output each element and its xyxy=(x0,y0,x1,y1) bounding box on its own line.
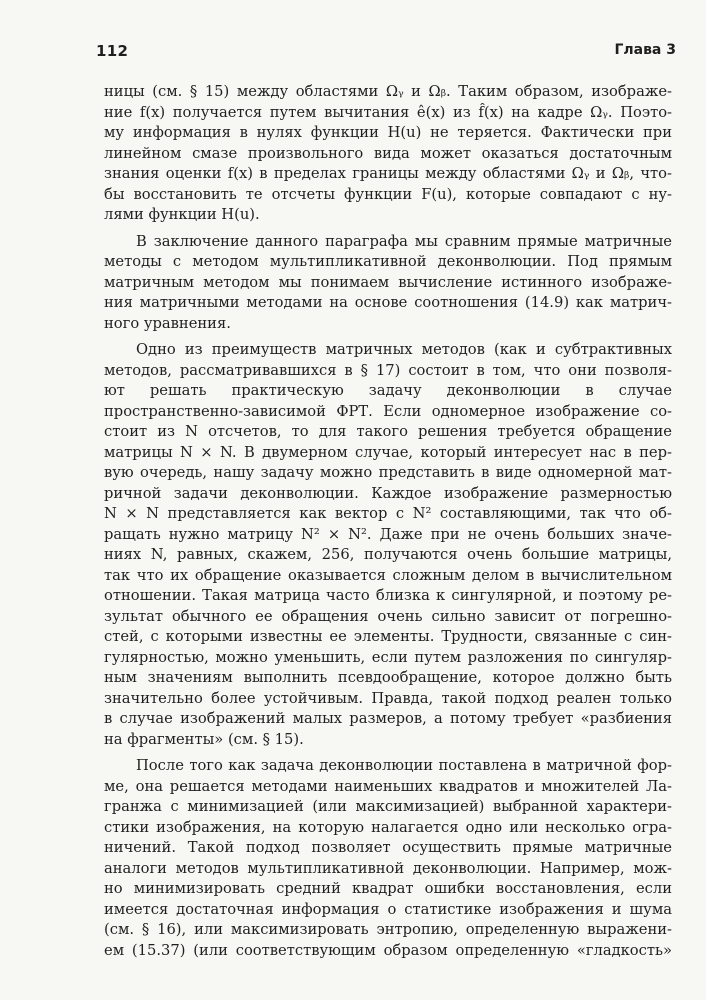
page-number: 112 xyxy=(96,42,129,60)
text-line: Одно из преимуществ матричных методов (как и субтрактивных xyxy=(136,341,672,358)
text-line: ничений. Такой подход позволяет осуществить прямые матричные xyxy=(104,839,672,856)
text-line: в случае изображений малых размеров, а потому требует «разбиения xyxy=(104,710,672,727)
text-line: ют решать практическую задачу деконволюции в случае xyxy=(104,382,672,399)
text-line: матричным методом мы понимаем вычисление истинного изображе- xyxy=(104,273,672,291)
text-line: ем (15.37) (или соответствующим образом определенную «гладкость» xyxy=(104,941,672,959)
text-line: аналоги методов мультипликативной деконволюции. Например, мож- xyxy=(104,859,672,877)
text-line: зультат обычного ее обращения очень сильно зависит от погрешно- xyxy=(104,607,672,625)
text-line: знания оценки f(x) в пределах границы между областями Ωᵧ и Ωᵦ, что- xyxy=(104,165,672,182)
text-line: так что их обращение оказывается сложным делом в вычислительном xyxy=(104,566,672,584)
text-line: N × N представляется как вектор с N² составляющими, так что об- xyxy=(104,505,672,522)
paragraph-3 xyxy=(104,340,672,750)
text-line: но минимизировать средний квадрат ошибки восстановления, если xyxy=(104,880,672,897)
text-line: ричной задачи деконволюции. Каждое изображение размерностью xyxy=(104,484,672,502)
text-line: ращать нужно матрицу N² × N². Даже при не очень больших значе- xyxy=(104,525,672,543)
paragraph-1 xyxy=(104,82,672,226)
text-line: отношении. Такая матрица часто близка к сингулярной, и поэтому ре- xyxy=(104,587,672,604)
paragraph-2 xyxy=(104,232,672,335)
text-line: ницы (см. § 15) между областями Ωᵧ и Ωᵦ. Таким образом, изображе- xyxy=(104,83,672,100)
text-line: бы восстановить те отсчеты функции F(u), которые совпадают с ну- xyxy=(104,185,672,203)
text-line: ного уравнения. xyxy=(104,314,231,332)
text-line: пространственно-зависимой ФРТ. Если одномерное изображение со- xyxy=(104,402,672,420)
text-line: значительно более устойчивым. Правда, такой подход реален только xyxy=(104,689,672,707)
text-line: гранжа с минимизацией (или максимизацией) выбранной характери- xyxy=(104,798,672,815)
text-line: После того как задача деконволюции поставлена в матричной фор- xyxy=(136,757,672,774)
text-line: методов, рассматривавшихся в § 17) состоит в том, что они позволя- xyxy=(104,361,672,379)
paragraph-4 xyxy=(104,756,672,961)
text-line: стоит из N отсчетов, то для такого решения требуется обращение xyxy=(104,423,672,440)
chapter-running-head: Глава 3 xyxy=(614,42,676,58)
text-line: вую очередь, нашу задачу можно представить в виде одномерной мат- xyxy=(104,464,672,481)
text-line: В заключение данного параграфа мы сравним прямые матричные xyxy=(136,232,672,250)
text-line: му информация в нулях функции H(u) не теряется. Фактически при xyxy=(104,124,672,141)
text-line: стей, с которыми известны ее элементы. Трудности, связанные с син- xyxy=(104,628,672,645)
page-header xyxy=(96,42,676,66)
text-line: матрицы N × N. В двумерном случае, который интересует нас в пер- xyxy=(104,443,672,461)
text-line: ние f(x) получается путем вычитания ê(x) из f̂(x) на кадре Ωᵧ. Поэто- xyxy=(104,103,672,121)
text-line: стики изображения, на которую налагается одно или несколько огра- xyxy=(104,818,672,836)
text-line: линейном смазе произвольного вида может оказаться достаточным xyxy=(104,144,672,162)
text-line: ме, она решается методами наименьших квадратов и множителей Ла- xyxy=(104,777,672,795)
text-line: методы с методом мультипликативной деконволюции. Под прямым xyxy=(104,253,672,270)
text-line: (см. § 16), или максимизировать энтропию, определенную выражени- xyxy=(104,921,672,938)
text-line: ния матричными методами на основе соотношения (14.9) как матрич- xyxy=(104,294,672,311)
text-line: лями функции H(u). xyxy=(104,206,260,223)
text-line: гулярностью, можно уменьшить, если путем разложения по сингуляр- xyxy=(104,648,672,666)
text-line: ниях N, равных, скажем, 256, получаются очень большие матрицы, xyxy=(104,546,672,563)
text-line: ным значениям выполнить псевдообращение, которое должно быть xyxy=(104,669,672,686)
page-body xyxy=(104,82,672,967)
text-line: на фрагменты» (см. § 15). xyxy=(104,730,304,748)
text-line: имеется достаточная информация о статистике изображения и шума xyxy=(104,900,672,918)
